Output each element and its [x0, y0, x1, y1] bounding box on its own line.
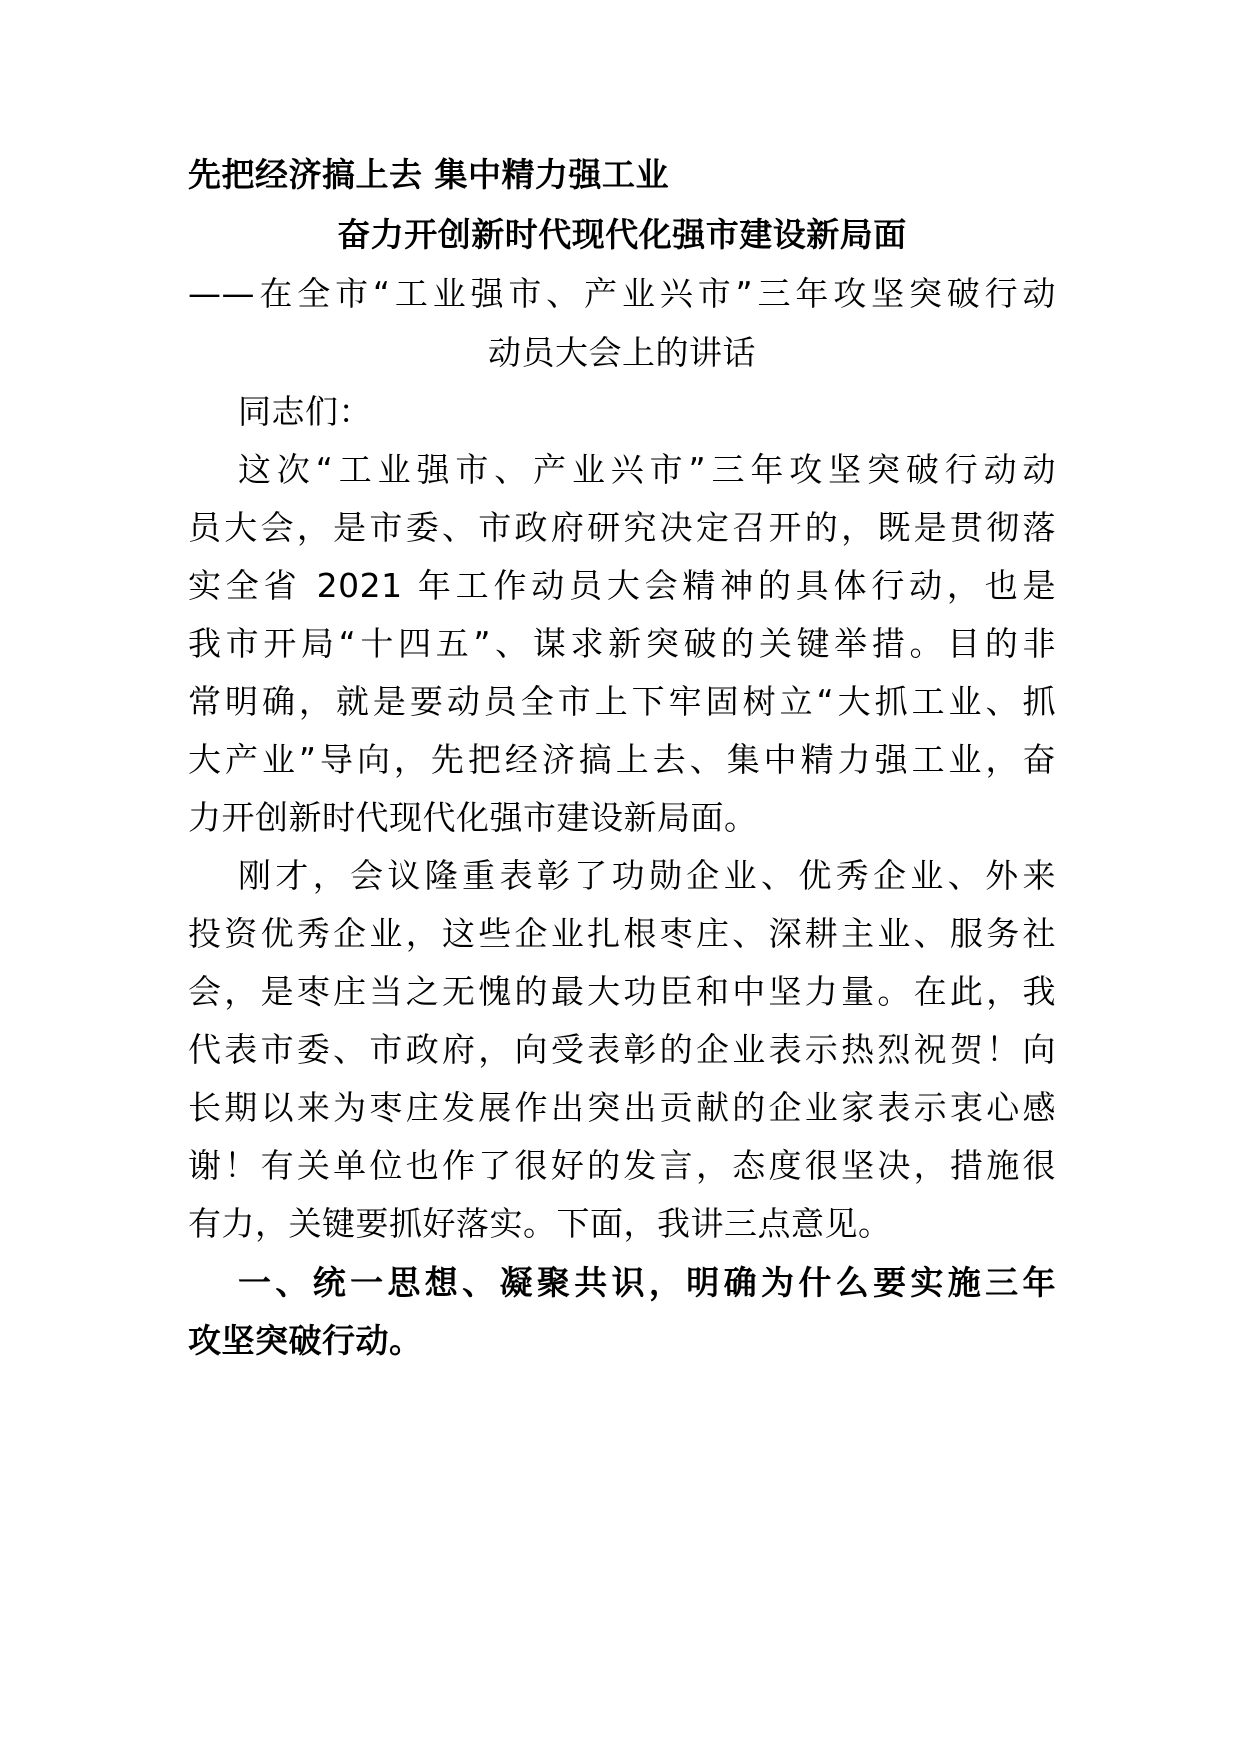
paragraph-2-line: 长期以来为枣庄发展作出突出贡献的企业家表示衷心感: [188, 1088, 1056, 1127]
paragraph-2-line: 会，是枣庄当之无愧的最大功臣和中坚力量。在此，我: [188, 972, 1056, 1011]
paragraph-1-line: 大产业”导向，先把经济搞上去、集中精力强工业，奋: [188, 740, 1056, 779]
paragraph-1-line: 员大会，是市委、市政府研究决定召开的，既是贯彻落: [188, 508, 1056, 547]
subtitle-line-1: ——在全市“工业强市、产业兴市”三年攻坚突破行动: [188, 274, 1056, 313]
paragraph-1-line: 实全省 2021 年工作动员大会精神的具体行动，也是: [188, 566, 1056, 605]
section-heading-1-cont: 攻坚突破行动。: [188, 1321, 423, 1360]
title-line-2: 奋力开创新时代现代化强市建设新局面: [337, 215, 907, 254]
paragraph-2-line: 谢！有关单位也作了很好的发言，态度很坚决，措施很: [188, 1146, 1056, 1185]
paragraph-1-line: 常明确，就是要动员全市上下牢固树立“大抓工业、抓: [188, 682, 1056, 721]
paragraph-1-line: 力开创新时代现代化强市建设新局面。: [188, 798, 758, 837]
paragraph-2-line: 有力，关键要抓好落实。下面，我讲三点意见。: [188, 1204, 892, 1243]
section-heading-1: 一、统一思想、凝聚共识，明确为什么要实施三年: [238, 1263, 1056, 1302]
paragraph-1-line: 我市开局“十四五”、谋求新突破的关键举措。目的非: [188, 624, 1056, 663]
title-line-1: 先把经济搞上去 集中精力强工业: [188, 155, 669, 194]
salutation: 同志们：: [238, 392, 372, 431]
paragraph-2-line: 刚才，会议隆重表彰了功勋企业、优秀企业、外来: [238, 856, 1056, 895]
paragraph-2-line: 投资优秀企业，这些企业扎根枣庄、深耕主业、服务社: [188, 914, 1056, 953]
paragraph-1-line: 这次“工业强市、产业兴市”三年攻坚突破行动动: [238, 450, 1056, 489]
subtitle-line-2: 动员大会上的讲话: [488, 333, 756, 372]
paragraph-2-line: 代表市委、市政府，向受表彰的企业表示热烈祝贺！向: [188, 1030, 1056, 1069]
